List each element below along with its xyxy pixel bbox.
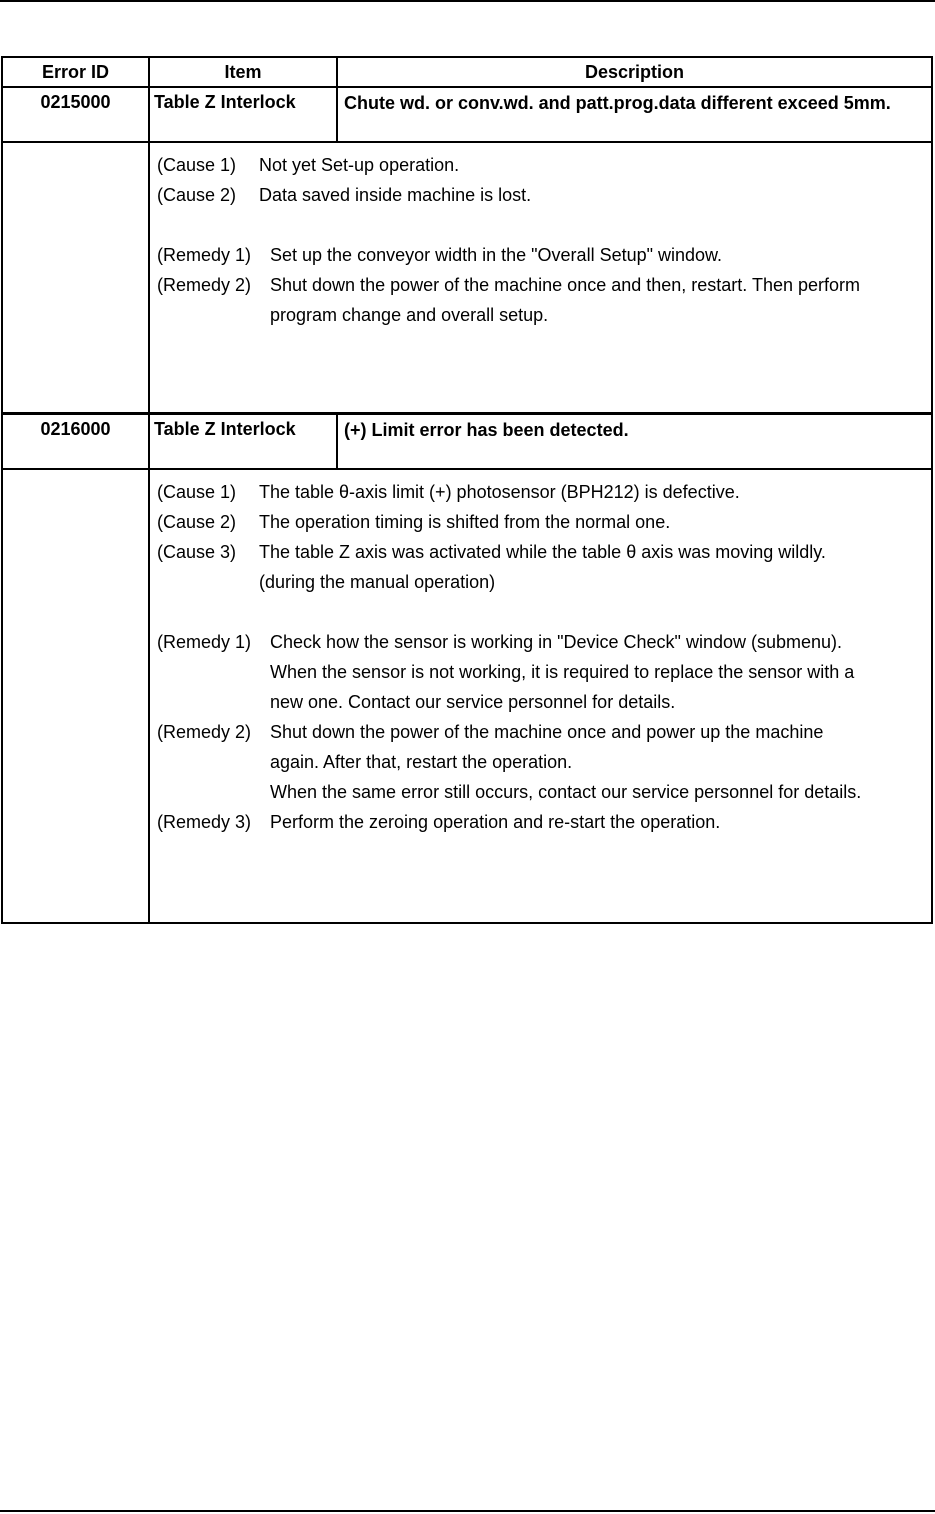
detail-spacer	[3, 470, 150, 922]
remedy-text: Shut down the power of the machine once and then, restart. Then perform	[270, 275, 861, 295]
header-rule	[0, 0, 935, 2]
error-id: 0215000	[3, 88, 150, 141]
remedy-text: Set up the conveyor width in the "Overall Setup" window.	[270, 245, 723, 265]
cause-line	[157, 507, 931, 537]
cause-text: Data saved inside machine is lost.	[259, 185, 532, 205]
remedy-text: again. After that, restart the operation.	[270, 752, 573, 772]
remedy-line	[157, 807, 931, 837]
header-item: Item	[150, 58, 338, 86]
header-error-id: Error ID	[3, 58, 150, 86]
remedy-label: (Remedy 1)	[157, 245, 252, 265]
cause-text: (during the manual operation)	[259, 572, 496, 592]
detail-body	[150, 143, 931, 412]
error-item: Table Z Interlock	[150, 415, 338, 468]
remedy-text: Check how the sensor is working in "Device Check" window (submenu).	[270, 632, 843, 652]
error-detail-row	[3, 470, 931, 922]
remedy-line	[157, 240, 931, 270]
cause-label: (Cause 1)	[157, 155, 237, 175]
cause-label: (Cause 1)	[157, 482, 237, 502]
cause-text: The table Z axis was activated while the table θ axis was moving wildly.	[259, 542, 826, 562]
cause-text: The operation timing is shifted from the normal one.	[259, 512, 671, 532]
error-description: Chute wd. or conv.wd. and patt.prog.data different exceed 5mm.	[344, 93, 891, 113]
remedy-text: Perform the zeroing operation and re-start the operation.	[270, 812, 721, 832]
cause-line	[157, 477, 931, 507]
remedy-text: When the same error still occurs, contact our service personnel for details.	[270, 782, 862, 802]
cause-label: (Cause 2)	[157, 512, 237, 532]
remedy-label: (Remedy 2)	[157, 722, 252, 742]
remedy-text: program change and overall setup.	[270, 305, 549, 325]
error-detail-row	[3, 143, 931, 415]
remedy-label: (Remedy 3)	[157, 812, 252, 832]
error-table	[1, 56, 933, 924]
remedy-label: (Remedy 1)	[157, 632, 252, 652]
cause-line	[157, 150, 931, 180]
detail-spacer	[3, 143, 150, 412]
remedy-text: new one. Contact our service personnel for details.	[270, 692, 676, 712]
table-header-row	[3, 58, 931, 88]
remedy-line	[157, 627, 931, 657]
remedy-line	[157, 270, 931, 300]
footer-rule	[0, 1510, 935, 1512]
cause-line	[157, 180, 931, 210]
error-row	[3, 88, 931, 143]
remedy-line	[157, 717, 931, 747]
cause-text: Not yet Set-up operation.	[259, 155, 460, 175]
detail-body	[150, 470, 931, 922]
header-description: Description	[584, 62, 685, 82]
remedy-text: Shut down the power of the machine once and power up the machine	[270, 722, 824, 742]
remedy-text: When the sensor is not working, it is required to replace the sensor with a	[270, 662, 855, 682]
cause-line	[157, 537, 931, 567]
error-description: (+) Limit error has been detected.	[344, 420, 629, 440]
cause-label: (Cause 3)	[157, 542, 237, 562]
cause-text: The table θ-axis limit (+) photosensor (BPH212) is defective.	[259, 482, 740, 502]
remedy-label: (Remedy 2)	[157, 275, 252, 295]
error-id: 0216000	[3, 415, 150, 468]
cause-label: (Cause 2)	[157, 185, 237, 205]
error-row	[3, 415, 931, 470]
error-item: Table Z Interlock	[150, 88, 338, 141]
